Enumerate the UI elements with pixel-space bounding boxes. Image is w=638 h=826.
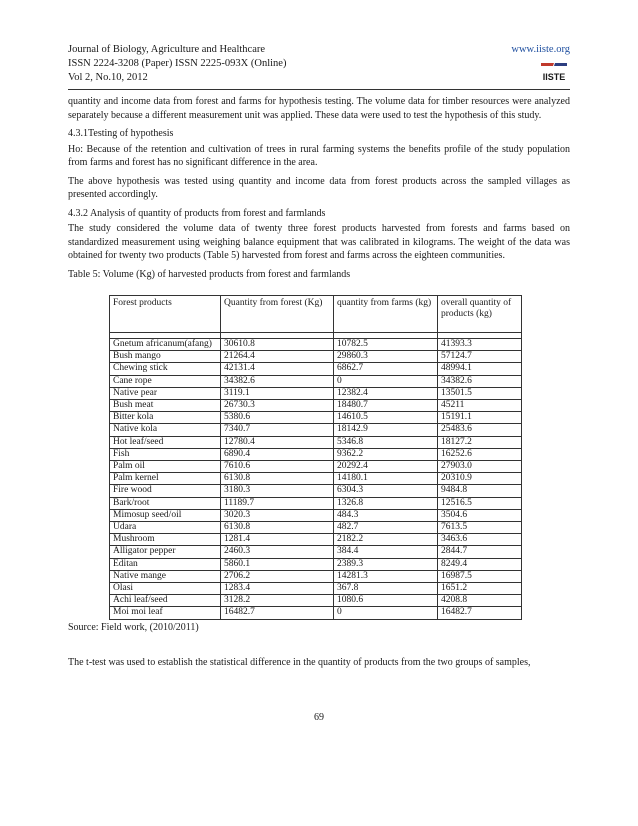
table-cell: 14281.3 [334,570,438,582]
table-row [110,351,522,363]
paragraph-t-test: The t-test was used to establish the statistical difference in the quantity of products from the two groups of samples, [68,657,531,669]
table-cell: Native kola [110,424,221,436]
table-cell: Chewing stick [110,363,221,375]
table-cell: 2460.3 [221,546,334,558]
table-cell: 1080.6 [334,595,438,607]
table-cell: 384.4 [334,546,438,558]
table-cell: 21264.4 [221,351,334,363]
table-row [110,339,522,351]
table-cell: 20310.9 [438,473,522,485]
table-source: Source: Field work, (2010/2011) [68,621,199,633]
table-cell: 3180.3 [221,485,334,497]
table-row [110,363,522,375]
issn-line: ISSN 2224-3208 (Paper) ISSN 2225-093X (Online) [68,58,287,69]
table-row [110,546,522,558]
table-cell: 57124.7 [438,351,522,363]
table-cell: 27903.0 [438,461,522,473]
table-cell: 12780.4 [221,436,334,448]
table-cell: Achi leaf/seed [110,595,221,607]
table-cell: 45211 [438,400,522,412]
table-cell: 5860.1 [221,558,334,570]
table-cell: 2706.2 [221,570,334,582]
journal-url-link[interactable]: www.iiste.org [511,44,570,55]
table-cell: 2182.2 [334,534,438,546]
table-cell: 26730.3 [221,400,334,412]
table-row [110,400,522,412]
table-row [110,509,522,521]
table-cell: 1326.8 [334,497,438,509]
table-row [110,387,522,399]
table-row [110,424,522,436]
table-cell: Udara [110,522,221,534]
table-row [110,583,522,595]
table-cell: Bitter kola [110,412,221,424]
table-cell: 1281.4 [221,534,334,546]
table-cell: 5346.8 [334,436,438,448]
table-cell: 1651.2 [438,583,522,595]
volume-table [109,295,522,620]
table-cell: 13501.5 [438,387,522,399]
table-row [110,473,522,485]
table-cell: Palm kernel [110,473,221,485]
table-cell: 30610.8 [221,339,334,351]
running-header [68,43,570,85]
table-cell: 8249.4 [438,558,522,570]
table-cell: 48994.1 [438,363,522,375]
table-cell: Native pear [110,387,221,399]
table-cell: Mushroom [110,534,221,546]
table-cell: Olasi [110,583,221,595]
table-cell: 367.8 [334,583,438,595]
table-row [110,534,522,546]
table-cell: 0 [334,375,438,387]
column-header: Quantity from forest (Kg) [221,296,334,333]
table-cell: 3504.6 [438,509,522,521]
table-cell: 12516.5 [438,497,522,509]
table-cell: Gnetum africanum(afang) [110,339,221,351]
column-header: overall quantity of products (kg) [438,296,522,333]
table-cell: 3020.3 [221,509,334,521]
volume-line: Vol 2, No.10, 2012 [68,72,148,83]
table-cell: Hot leaf/seed [110,436,221,448]
table-cell: 18127.2 [438,436,522,448]
table-cell: Mimosup seed/oil [110,509,221,521]
table-cell: 18480.7 [334,400,438,412]
table-cell: 25483.6 [438,424,522,436]
table-row [110,461,522,473]
table-row [110,485,522,497]
table-cell: 16987.5 [438,570,522,582]
main-text [68,95,570,675]
table-cell: 6130.8 [221,522,334,534]
table-cell: 29860.3 [334,351,438,363]
table-cell: 3119.1 [221,387,334,399]
table-cell: 5380.6 [221,412,334,424]
table-cell: 3128.2 [221,595,334,607]
table-row [110,558,522,570]
table-cell: Moi moi leaf [110,607,221,619]
heading-4-3-2: 4.3.2 Analysis of quantity of products from forest and farmlands [68,207,326,219]
table-row [110,412,522,424]
table-cell: Editan [110,558,221,570]
table-cell: Bark/root [110,497,221,509]
table-row [110,497,522,509]
table-cell: 3463.6 [438,534,522,546]
table-cell: 15191.1 [438,412,522,424]
table-cell: 10782.5 [334,339,438,351]
table-body [110,333,522,620]
table-row [110,436,522,448]
table-cell: Cane rope [110,375,221,387]
table-cell: 1283.4 [221,583,334,595]
page-number: 69 [314,712,324,723]
table-cell: 7340.7 [221,424,334,436]
table-cell: Palm oil [110,461,221,473]
table-cell: 6130.8 [221,473,334,485]
header-rule [68,89,570,90]
table-cell: 14180.1 [334,473,438,485]
table-cell: 34382.6 [221,375,334,387]
table-cell: 6890.4 [221,448,334,460]
table-cell: Alligator pepper [110,546,221,558]
table-cell: 484.3 [334,509,438,521]
table-cell: 9484.8 [438,485,522,497]
column-header: Forest products [110,296,221,333]
table-cell: 20292.4 [334,461,438,473]
table-cell: Fish [110,448,221,460]
table-cell: 7613.5 [438,522,522,534]
table-cell: Fire wood [110,485,221,497]
table-cell: 16482.7 [221,607,334,619]
table-cell: 2844.7 [438,546,522,558]
table-row [110,607,522,619]
paragraph-volume-data: The study considered the volume data of twenty three forest products harvested from forests and farms based on standardized measurement using weighing balance equipment that was calibrated in kilograms. The weight of the data was obtained for twenty two products (Table 5) harvested from forest and farms across the eighteen communities. [68,223,570,261]
table-cell: 16252.6 [438,448,522,460]
table-cell: 18142.9 [334,424,438,436]
table-cell: 7610.6 [221,461,334,473]
table-row [110,448,522,460]
table-cell: 6862.7 [334,363,438,375]
table-cell: 11189.7 [221,497,334,509]
table-cell: 482.7 [334,522,438,534]
column-header: quantity from farms (kg) [334,296,438,333]
paragraph-intro: quantity and income data from forest and farms for hypothesis testing. The volume data for timber resources were analyzed separately because a different measurement unit was applied. These data were used to test the hypothesis of this study. [68,96,570,121]
table-cell: 9362.2 [334,448,438,460]
table-cell: 12382.4 [334,387,438,399]
table-cell: 6304.3 [334,485,438,497]
table-cell: 41393.3 [438,339,522,351]
table-cell: 34382.6 [438,375,522,387]
table-cell: 4208.8 [438,595,522,607]
logo-text: IISTE [542,72,566,82]
table-cell: Native mange [110,570,221,582]
heading-4-3-1: 4.3.1Testing of hypothesis [68,128,174,139]
hypothesis-statement: Ho: Because of the retention and cultivation of trees in rural farming systems the benefits profile of the study population from farms and forest has no significant difference in the area. [68,143,570,168]
table-row [110,570,522,582]
journal-title: Journal of Biology, Agriculture and Healthcare [68,44,266,55]
table-cell: 42131.4 [221,363,334,375]
table-cell: Bush mango [110,351,221,363]
iiste-logo [540,61,568,83]
table-cell: Bush meat [110,400,221,412]
paragraph-hypothesis-test: The above hypothesis was tested using quantity and income data from forest products across the sampled villages as presented accordingly. [68,175,570,200]
table-cell: 0 [334,607,438,619]
table-cell: 2389.3 [334,558,438,570]
table-row [110,375,522,387]
table-caption: Table 5: Volume (Kg) of harvested products from forest and farmlands [68,268,351,280]
table-cell: 14610.5 [334,412,438,424]
table-cell: 16482.7 [438,607,522,619]
table-header-row [110,296,522,333]
table-row [110,522,522,534]
table-row [110,595,522,607]
